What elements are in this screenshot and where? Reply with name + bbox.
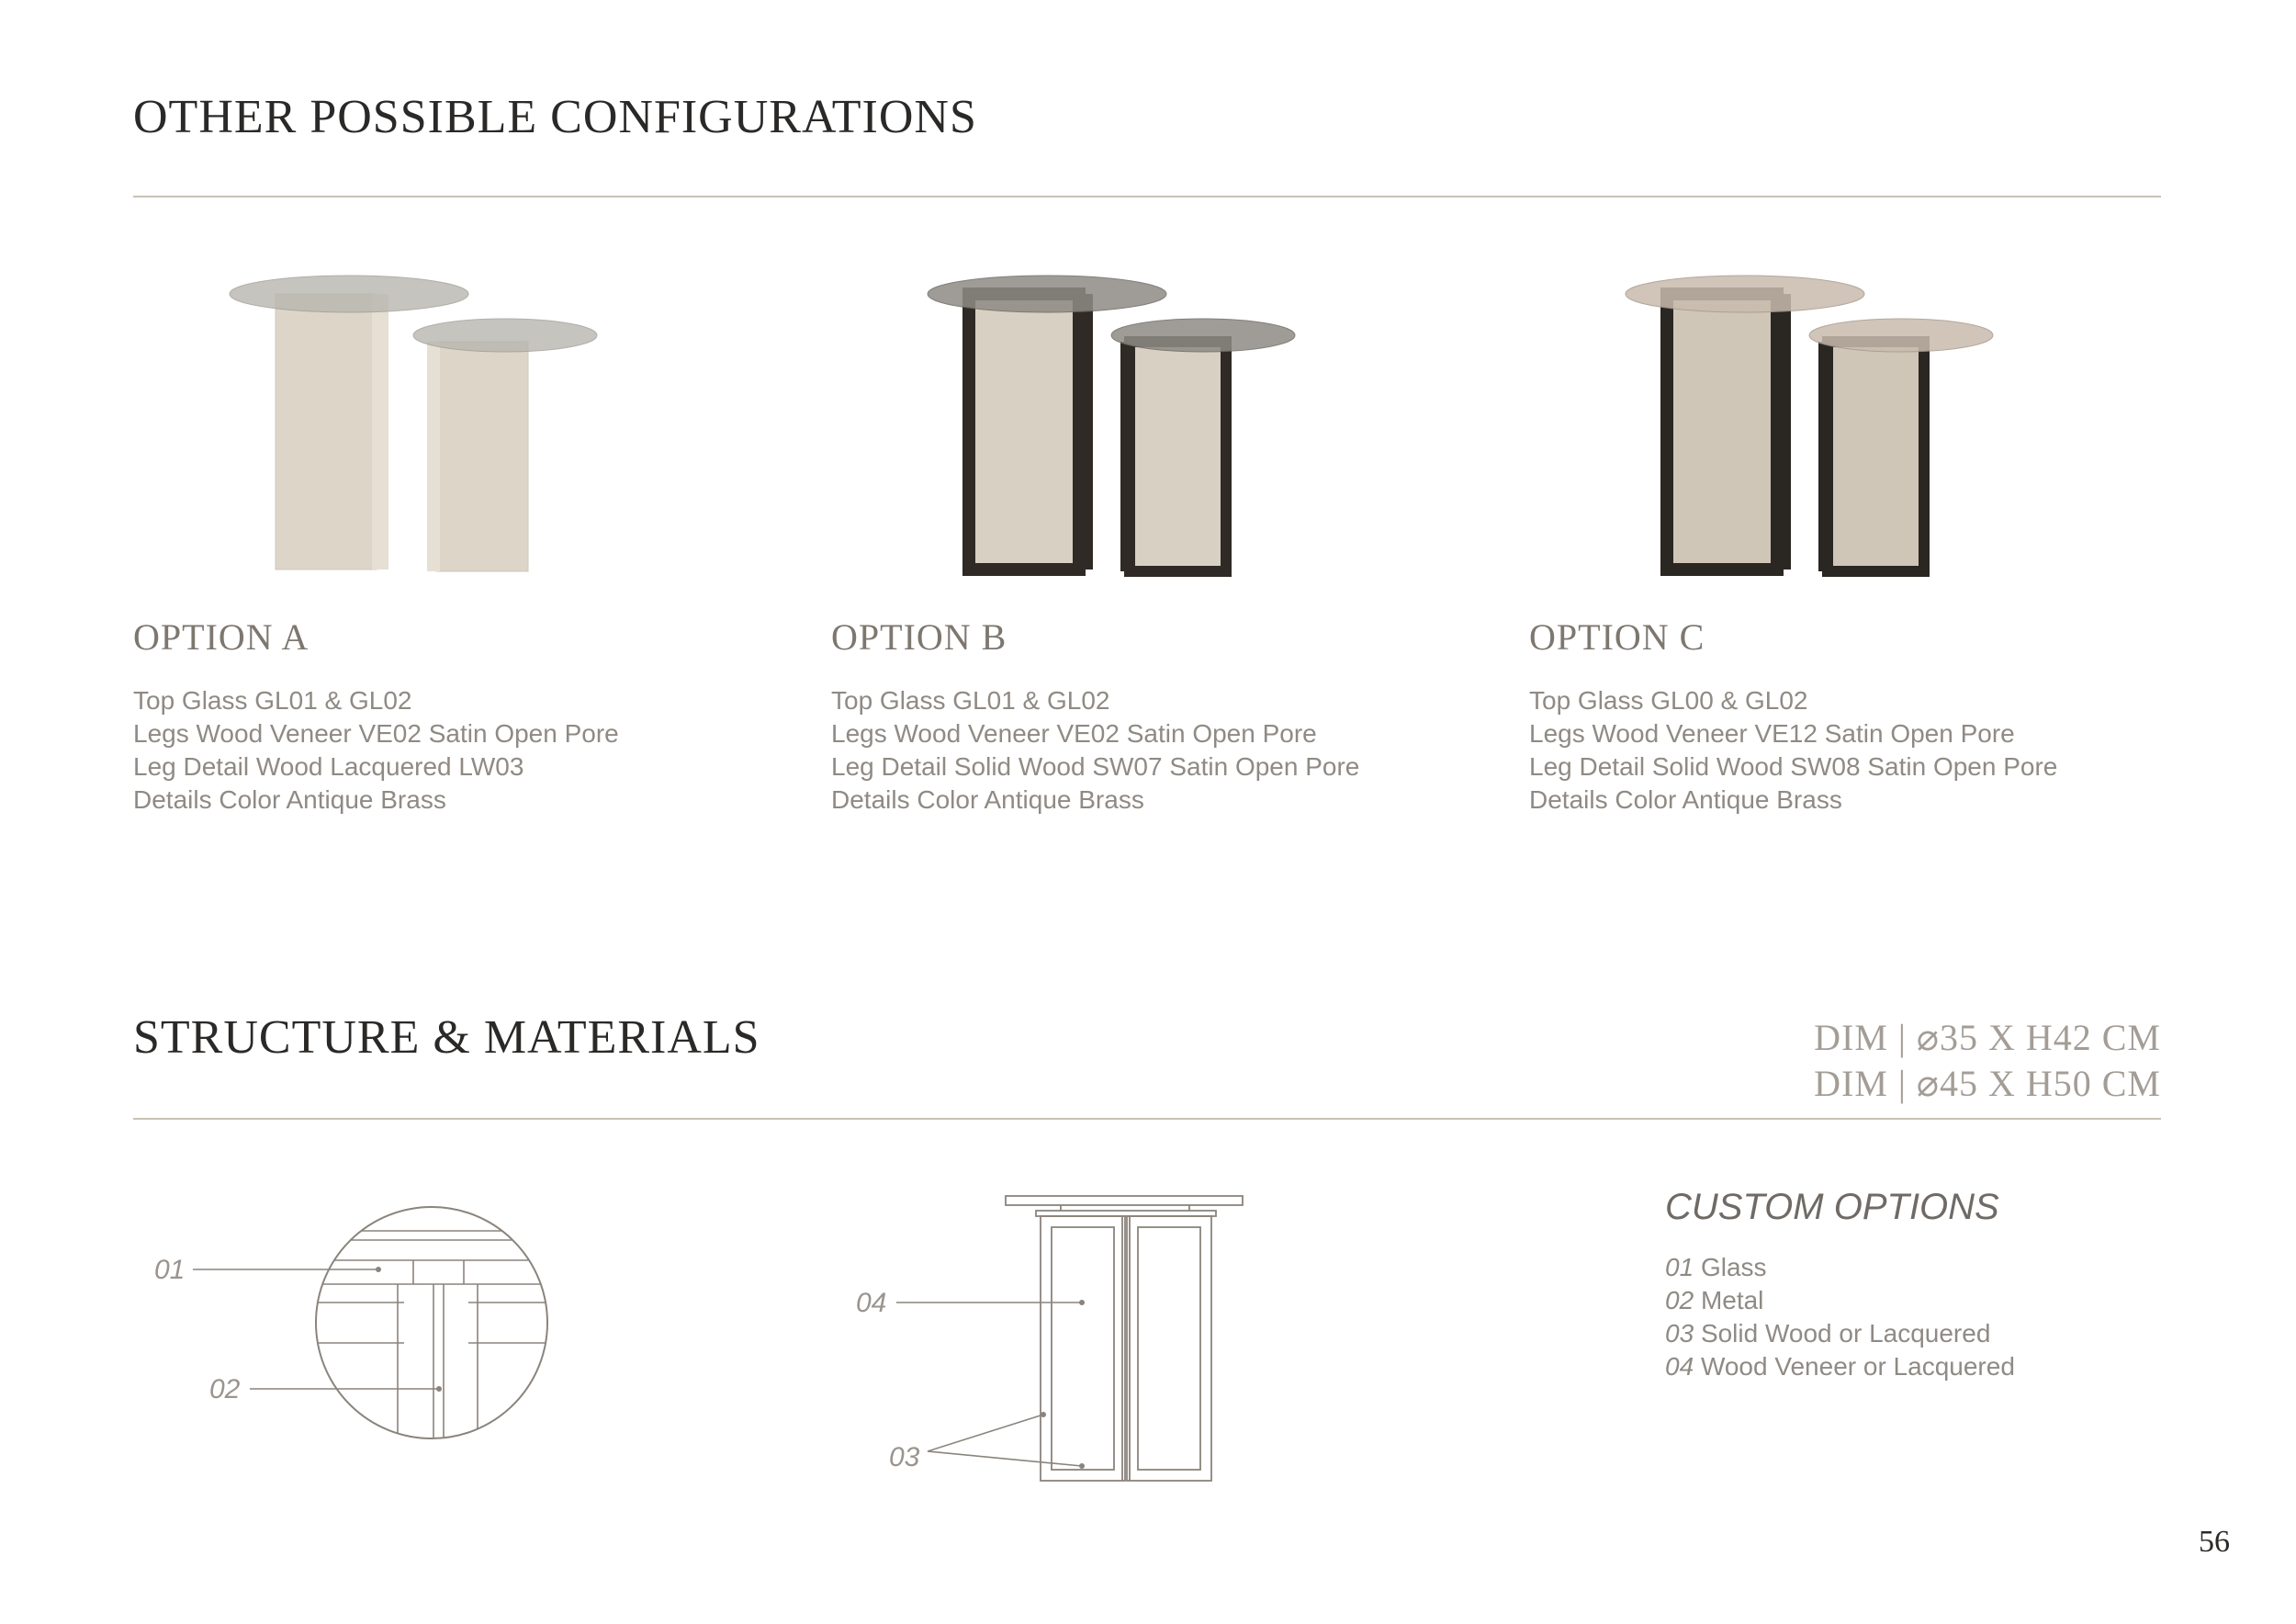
option-b-image	[900, 257, 1313, 588]
option-a-line: Top Glass GL01 & GL02	[133, 686, 412, 715]
option-b-line: Legs Wood Veneer VE02 Satin Open Pore	[831, 719, 1317, 748]
option-b-line: Leg Detail Solid Wood SW07 Satin Open Pore	[831, 752, 1360, 781]
option-a-image	[202, 257, 615, 588]
callout-03-leader-upper	[928, 1415, 1043, 1451]
option-c-line: Top Glass GL00 & GL02	[1529, 686, 1808, 715]
callout-03-leader-lower	[928, 1451, 1082, 1466]
dimension-small: DIM | ⌀35 X H42 CM	[1814, 1017, 2161, 1058]
custom-option-number: 01	[1665, 1253, 1694, 1281]
dimension-large: DIM | ⌀45 X H50 CM	[1814, 1063, 2161, 1104]
callout-02: 02	[209, 1374, 241, 1404]
custom-option-item	[1665, 1284, 2015, 1317]
option-a	[133, 615, 776, 817]
option-c-title: OPTION C	[1529, 616, 1705, 658]
option-a-line: Legs Wood Veneer VE02 Satin Open Pore	[133, 719, 619, 748]
structure-divider	[133, 1118, 2161, 1120]
custom-option-label: Solid Wood or Lacquered	[1700, 1319, 1991, 1348]
option-b-line: Top Glass GL01 & GL02	[831, 686, 1110, 715]
page-title: OTHER POSSIBLE CONFIGURATIONS	[133, 91, 977, 143]
custom-option-number: 03	[1665, 1319, 1694, 1348]
custom-option-item	[1665, 1317, 2015, 1350]
header-divider	[133, 196, 2161, 197]
callout-01-dot	[376, 1267, 381, 1272]
option-a-line: Leg Detail Wood Lacquered LW03	[133, 752, 524, 781]
option-b-line: Details Color Antique Brass	[831, 785, 1144, 814]
callout-03-dot	[1079, 1463, 1085, 1469]
option-b	[831, 615, 1474, 817]
custom-options-list	[1665, 1251, 2015, 1383]
nesting-tables-c-illustration	[1598, 257, 2011, 588]
callout-04-dot	[1079, 1300, 1085, 1305]
callout-02-dot	[436, 1386, 442, 1392]
custom-option-number: 02	[1665, 1286, 1694, 1314]
structure-title: STRUCTURE & MATERIALS	[133, 1011, 760, 1064]
custom-option-number: 04	[1665, 1352, 1694, 1381]
callout-03: 03	[889, 1442, 920, 1472]
custom-options-title: CUSTOM OPTIONS	[1665, 1187, 1999, 1227]
option-c-image	[1598, 257, 2011, 588]
custom-option-label: Metal	[1700, 1286, 1764, 1314]
detail-drawing	[138, 1194, 615, 1460]
option-c-line: Details Color Antique Brass	[1529, 785, 1842, 814]
option-a-title: OPTION A	[133, 616, 310, 658]
custom-option-label: Glass	[1700, 1253, 1767, 1281]
nesting-tables-a-illustration	[202, 257, 615, 588]
nesting-tables-b-illustration	[900, 257, 1313, 588]
option-a-line: Details Color Antique Brass	[133, 785, 446, 814]
callout-01: 01	[154, 1255, 186, 1285]
page-number: 56	[2199, 1525, 2230, 1559]
option-c-line: Leg Detail Solid Wood SW08 Satin Open Pore	[1529, 752, 2058, 781]
custom-option-item	[1665, 1251, 2015, 1284]
option-b-title: OPTION B	[831, 616, 1007, 658]
callout-04: 04	[856, 1288, 887, 1318]
option-c	[1529, 615, 2172, 817]
custom-option-item	[1665, 1350, 2015, 1383]
option-c-line: Legs Wood Veneer VE12 Satin Open Pore	[1529, 719, 2015, 748]
elevation-drawing	[845, 1185, 1258, 1497]
callout-03-dot	[1041, 1412, 1046, 1417]
custom-option-label: Wood Veneer or Lacquered	[1700, 1352, 2015, 1381]
